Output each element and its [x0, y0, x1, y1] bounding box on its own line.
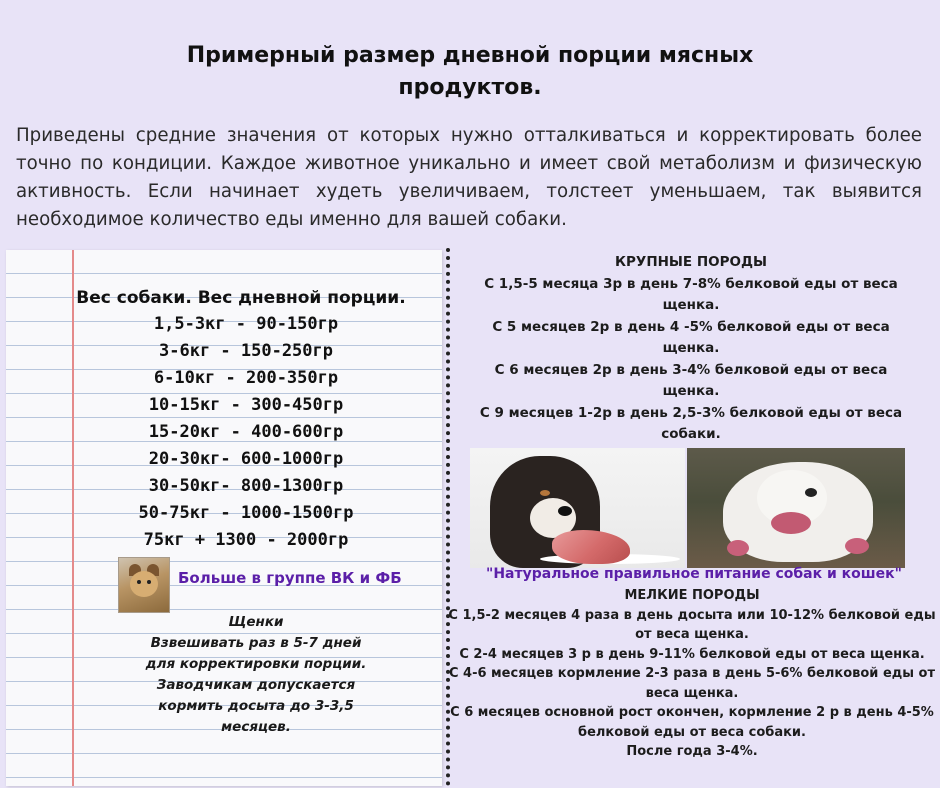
weight-table-header: Вес собаки. Вес дневной порции.	[76, 288, 406, 308]
weight-row: 3-6кг - 150-250гр	[159, 341, 333, 361]
weight-row: 15-20кг - 400-600гр	[148, 422, 344, 442]
small-breeds-title: МЕЛКИЕ ПОРОДЫ	[624, 588, 760, 603]
group-promo-text[interactable]: Больше в группе ВК и ФБ	[178, 569, 402, 587]
weight-row: 75кг + 1300 - 2000гр	[143, 530, 349, 550]
small-breeds-line: С 2-4 месяцев 3 р в день 9-11% белковой еды от веса щенка.	[459, 646, 925, 662]
puppies-line: кормить досыта до 3-3,5	[158, 698, 354, 714]
puppies-line: месяцев.	[221, 719, 291, 735]
large-breeds-section	[456, 252, 926, 446]
puppies-line: для корректировки порции.	[145, 656, 367, 672]
small-breeds-line: После года 3-4%.	[626, 744, 758, 759]
puppies-line: Взвешивать раз в 5-7 дней	[150, 635, 362, 651]
title-line-2: продуктов.	[398, 75, 542, 100]
small-breeds-line: С 1,5-2 месяцев 4 раза в день досыта или 10-12% белковой еды	[448, 607, 936, 623]
weight-portion-table	[60, 285, 432, 554]
puppies-title: Щенки	[228, 614, 284, 630]
large-breeds-title: КРУПНЫЕ ПОРОДЫ	[614, 254, 767, 270]
weight-row: 1,5-3кг - 90-150гр	[153, 314, 339, 334]
large-breeds-line: собаки.	[661, 426, 721, 442]
puppy-thumbnail-icon	[118, 557, 170, 613]
dog-eating-meat-photo	[470, 448, 685, 568]
small-breeds-line: веса щенка.	[645, 685, 739, 701]
large-breeds-line: щенка.	[662, 340, 720, 356]
small-breeds-section	[448, 586, 936, 762]
nutrition-group-promo[interactable]: "Натуральное правильное питание собак и кошек"	[486, 566, 902, 582]
small-breeds-line: от веса щенка.	[635, 627, 749, 642]
weight-row: 20-30кг- 600-1000гр	[148, 449, 344, 469]
large-breeds-line: С 6 месяцев 2р в день 3-4% белковой еды от веса	[494, 361, 888, 378]
page-title	[0, 40, 940, 104]
large-breeds-line: щенка.	[662, 297, 720, 313]
large-breeds-line: С 9 месяцев 1-2р в день 2,5-3% белковой еды от веса	[479, 404, 903, 421]
weight-row: 50-75кг - 1000-1500гр	[138, 503, 354, 523]
small-breeds-line: белковой еды от веса собаки.	[578, 724, 806, 740]
weight-row: 6-10кг - 200-350гр	[153, 368, 339, 388]
large-breeds-line: С 1,5-5 месяца 3р в день 7-8% белковой еды от веса	[484, 275, 898, 292]
group-promo[interactable]	[118, 557, 438, 611]
puppies-line: Заводчикам допускается	[156, 677, 356, 693]
weight-row: 10-15кг - 300-450гр	[148, 395, 344, 415]
white-dog-eating-meat-photo	[687, 448, 905, 568]
puppies-note	[126, 612, 386, 738]
weight-row: 30-50кг- 800-1300гр	[148, 476, 344, 496]
large-breeds-line: щенка.	[662, 383, 720, 399]
title-line-1: Примерный размер дневной порции мясных	[186, 43, 754, 68]
large-breeds-line: С 5 месяцев 2р в день 4 -5% белковой еды от веса	[492, 318, 890, 335]
intro-paragraph: Приведены средние значения от которых нужно отталкиваться и корректировать более точно по кондиции. Каждое животное уникально и имеет свой метаболизм и физическую активность. Если начинает худеть увеличиваем, толстеет уменьшаем, так выявится необходимое количество еды именно для вашей собаки.	[16, 125, 922, 230]
small-breeds-line: С 4-6 месяцев кормление 2-3 раза в день 5-6% белковой еды от	[448, 666, 936, 681]
small-breeds-line: С 6 месяцев основной рост окончен, кормление 2 р в день 4-5%	[450, 705, 934, 720]
